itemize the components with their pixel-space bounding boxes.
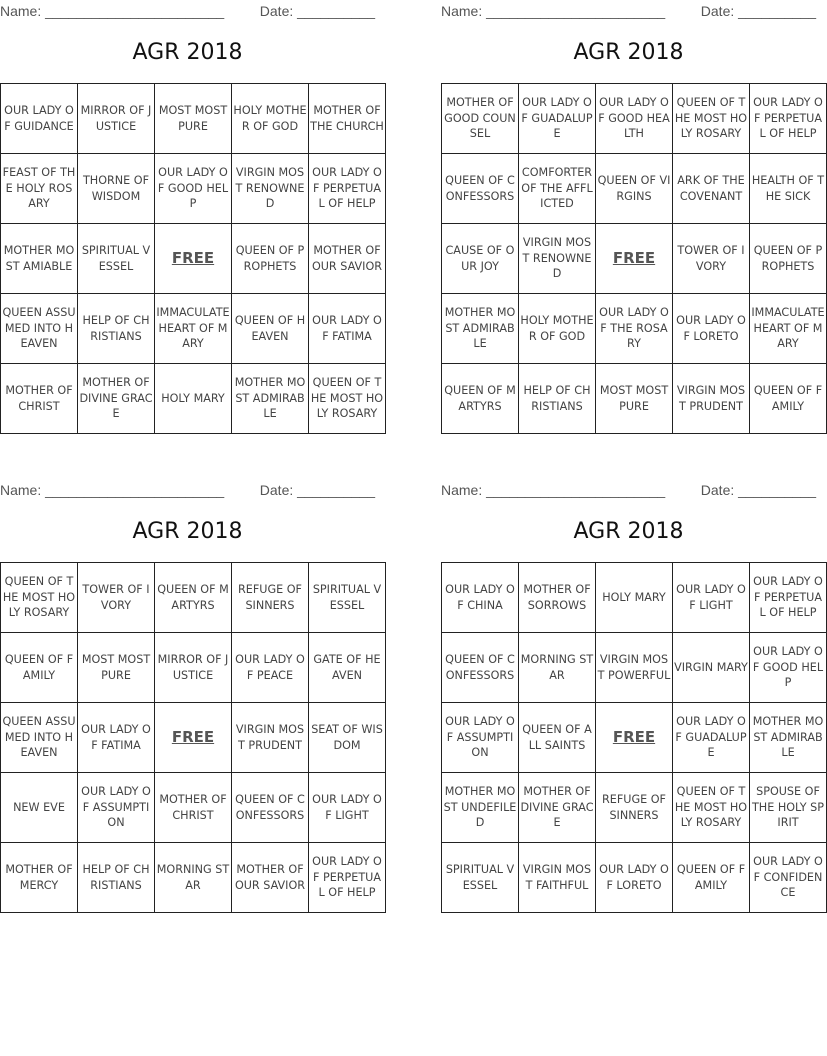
bingo-cell: MOTHER MOST UNDEFILED [442, 773, 519, 843]
bingo-cell: OUR LADY OF GUADALUPE [519, 84, 596, 154]
bingo-cell: QUEEN ASSUMED INTO HEAVEN [1, 294, 78, 364]
bingo-cell: OUR LADY OF GUADALUPE [673, 703, 750, 773]
bingo-cell: OUR LADY OF PERPETUAL OF HELP [750, 84, 827, 154]
grid-row [442, 84, 827, 154]
grid-row [1, 84, 386, 154]
bingo-cell: QUEEN OF THE MOST HOLY ROSARY [1, 563, 78, 633]
bingo-cell: VIRGIN MOST PRUDENT [232, 703, 309, 773]
bingo-grid [441, 83, 827, 434]
bingo-cell: MOTHER MOST ADMIRABLE [232, 364, 309, 434]
bingo-cell: MOTHER OF OUR SAVIOR [309, 224, 386, 294]
bingo-cell: OUR LADY OF PEACE [232, 633, 309, 703]
bingo-cell: MOTHER OF GOOD COUNSEL [442, 84, 519, 154]
bingo-cell: OUR LADY OF LORETO [596, 843, 673, 913]
bingo-cell: OUR LADY OF CHINA [442, 563, 519, 633]
bingo-cell: MOST MOST PURE [78, 633, 155, 703]
bingo-cell: MOTHER OF OUR SAVIOR [232, 843, 309, 913]
bingo-cell: VIRGIN MOST RENOWNED [232, 154, 309, 224]
bingo-cell: QUEEN OF PROPHETS [232, 224, 309, 294]
free-space-cell: FREE [596, 224, 673, 294]
bingo-cell: OUR LADY OF LORETO [673, 294, 750, 364]
bingo-cell: HEALTH OF THE SICK [750, 154, 827, 224]
bingo-cell: HOLY MARY [155, 364, 232, 434]
bingo-cell: QUEEN OF ALL SAINTS [519, 703, 596, 773]
free-space-cell: FREE [155, 703, 232, 773]
bingo-cell: HOLY MOTHER OF GOD [519, 294, 596, 364]
bingo-cell: OUR LADY OF PERPETUAL OF HELP [309, 154, 386, 224]
bingo-cell: MIRROR OF JUSTICE [155, 633, 232, 703]
bingo-cell: SPOUSE OF THE HOLY SPIRIT [750, 773, 827, 843]
bingo-cell: MOST MOST PURE [596, 364, 673, 434]
bingo-cell: HELP OF CHRISTIANS [519, 364, 596, 434]
bingo-cell: MOTHER MOST ADMIRABLE [442, 294, 519, 364]
bingo-cell: QUEEN OF FAMILY [750, 364, 827, 434]
name-field-label: Name: _______________________ [441, 3, 666, 19]
bingo-cell: QUEEN OF THE MOST HOLY ROSARY [673, 84, 750, 154]
bingo-cell: ARK OF THE COVENANT [673, 154, 750, 224]
grid-row [1, 563, 386, 633]
bingo-cell: MOTHER MOST ADMIRABLE [750, 703, 827, 773]
bingo-cell: THORNE OF WISDOM [78, 154, 155, 224]
bingo-cell: CAUSE OF OUR JOY [442, 224, 519, 294]
bingo-cell: OUR LADY OF LIGHT [673, 563, 750, 633]
bingo-cell: SPIRITUAL VESSEL [309, 563, 386, 633]
bingo-cell: HELP OF CHRISTIANS [78, 294, 155, 364]
bingo-cell: MORNING STAR [155, 843, 232, 913]
grid-row [442, 773, 827, 843]
bingo-cell: OUR LADY OF ASSUMPTION [78, 773, 155, 843]
bingo-cell: QUEEN ASSUMED INTO HEAVEN [1, 703, 78, 773]
bingo-cell: OUR LADY OF ASSUMPTION [442, 703, 519, 773]
bingo-grid [441, 562, 827, 913]
card-title: AGR 2018 [132, 519, 243, 544]
bingo-cell: REFUGE OF SINNERS [596, 773, 673, 843]
bingo-cell: MOTHER OF DIVINE GRACE [519, 773, 596, 843]
grid-row [442, 364, 827, 434]
bingo-cell: OUR LADY OF GOOD HELP [155, 154, 232, 224]
grid-row [442, 703, 827, 773]
bingo-cell: QUEEN OF THE MOST HOLY ROSARY [309, 364, 386, 434]
grid-row [442, 843, 827, 913]
free-space-cell: FREE [596, 703, 673, 773]
bingo-cell: OUR LADY OF CONFIDENCE [750, 843, 827, 913]
bingo-cell: OUR LADY OF PERPETUAL OF HELP [750, 563, 827, 633]
bingo-cell: OUR LADY OF PERPETUAL OF HELP [309, 843, 386, 913]
grid-row [1, 773, 386, 843]
grid-row [442, 154, 827, 224]
bingo-cell: TOWER OF IVORY [673, 224, 750, 294]
bingo-cell: MOTHER OF SORROWS [519, 563, 596, 633]
date-field-label: Date: __________ [700, 3, 816, 19]
bingo-cell: OUR LADY OF THE ROSARY [596, 294, 673, 364]
bingo-cell: MOTHER OF THE CHURCH [309, 84, 386, 154]
free-space-cell: FREE [155, 224, 232, 294]
bingo-cell: MORNING STAR [519, 633, 596, 703]
bingo-cell: MOTHER OF CHRIST [1, 364, 78, 434]
name-field-label: Name: _______________________ [0, 482, 225, 498]
bingo-cell: QUEEN OF CONFESSORS [232, 773, 309, 843]
bingo-cell: MOTHER OF MERCY [1, 843, 78, 913]
grid-row [442, 633, 827, 703]
bingo-cell: TOWER OF IVORY [78, 563, 155, 633]
name-date-row [441, 479, 816, 501]
bingo-cell: QUEEN OF VIRGINS [596, 154, 673, 224]
bingo-cell: QUEEN OF CONFESSORS [442, 154, 519, 224]
card-title: AGR 2018 [573, 40, 684, 65]
bingo-cell: QUEEN OF FAMILY [1, 633, 78, 703]
bingo-cell: HOLY MARY [596, 563, 673, 633]
grid-row [1, 224, 386, 294]
bingo-cell: OUR LADY OF GOOD HEALTH [596, 84, 673, 154]
bingo-cell: QUEEN OF MARTYRS [155, 563, 232, 633]
bingo-cell: FEAST OF THE HOLY ROSARY [1, 154, 78, 224]
bingo-cell: VIRGIN MARY [673, 633, 750, 703]
bingo-grid [0, 562, 386, 913]
bingo-grid [0, 83, 386, 434]
bingo-cell: SPIRITUAL VESSEL [78, 224, 155, 294]
card-title: AGR 2018 [573, 519, 684, 544]
bingo-cell: SPIRITUAL VESSEL [442, 843, 519, 913]
grid-row [1, 294, 386, 364]
name-date-row [0, 479, 375, 501]
bingo-cell: MOTHER OF CHRIST [155, 773, 232, 843]
bingo-cell: OUR LADY OF FATIMA [78, 703, 155, 773]
bingo-cell: QUEEN OF CONFESSORS [442, 633, 519, 703]
bingo-cell: QUEEN OF THE MOST HOLY ROSARY [673, 773, 750, 843]
grid-row [442, 563, 827, 633]
name-date-row [441, 0, 816, 22]
bingo-cell: QUEEN OF MARTYRS [442, 364, 519, 434]
bingo-cell: NEW EVE [1, 773, 78, 843]
bingo-cell: SEAT OF WISDOM [309, 703, 386, 773]
grid-row [1, 633, 386, 703]
bingo-cell: MOST MOST PURE [155, 84, 232, 154]
name-field-label: Name: _______________________ [0, 3, 225, 19]
bingo-cell: COMFORTER OF THE AFFLICTED [519, 154, 596, 224]
grid-row [1, 154, 386, 224]
bingo-cell: MOTHER MOST AMIABLE [1, 224, 78, 294]
bingo-cell: OUR LADY OF LIGHT [309, 773, 386, 843]
bingo-cell: VIRGIN MOST PRUDENT [673, 364, 750, 434]
bingo-cell: REFUGE OF SINNERS [232, 563, 309, 633]
bingo-cell: OUR LADY OF FATIMA [309, 294, 386, 364]
bingo-cell: QUEEN OF HEAVEN [232, 294, 309, 364]
grid-row [1, 364, 386, 434]
bingo-cell: IMMACULATE HEART OF MARY [750, 294, 827, 364]
bingo-cell: MOTHER OF DIVINE GRACE [78, 364, 155, 434]
bingo-cell: VIRGIN MOST POWERFUL [596, 633, 673, 703]
date-field-label: Date: __________ [259, 3, 375, 19]
bingo-cell: IMMACULATE HEART OF MARY [155, 294, 232, 364]
card-title: AGR 2018 [132, 40, 243, 65]
bingo-cell: GATE OF HEAVEN [309, 633, 386, 703]
bingo-cell: QUEEN OF FAMILY [673, 843, 750, 913]
date-field-label: Date: __________ [700, 482, 816, 498]
bingo-cell: QUEEN OF PROPHETS [750, 224, 827, 294]
grid-row [1, 703, 386, 773]
bingo-cell: HOLY MOTHER OF GOD [232, 84, 309, 154]
grid-row [442, 294, 827, 364]
bingo-cell: OUR LADY OF GUIDANCE [1, 84, 78, 154]
bingo-cell: VIRGIN MOST RENOWNED [519, 224, 596, 294]
date-field-label: Date: __________ [259, 482, 375, 498]
grid-row [442, 224, 827, 294]
bingo-cell: MIRROR OF JUSTICE [78, 84, 155, 154]
name-date-row [0, 0, 375, 22]
name-field-label: Name: _______________________ [441, 482, 666, 498]
bingo-cell: HELP OF CHRISTIANS [78, 843, 155, 913]
bingo-cell: OUR LADY OF GOOD HELP [750, 633, 827, 703]
grid-row [1, 843, 386, 913]
bingo-cell: VIRGIN MOST FAITHFUL [519, 843, 596, 913]
